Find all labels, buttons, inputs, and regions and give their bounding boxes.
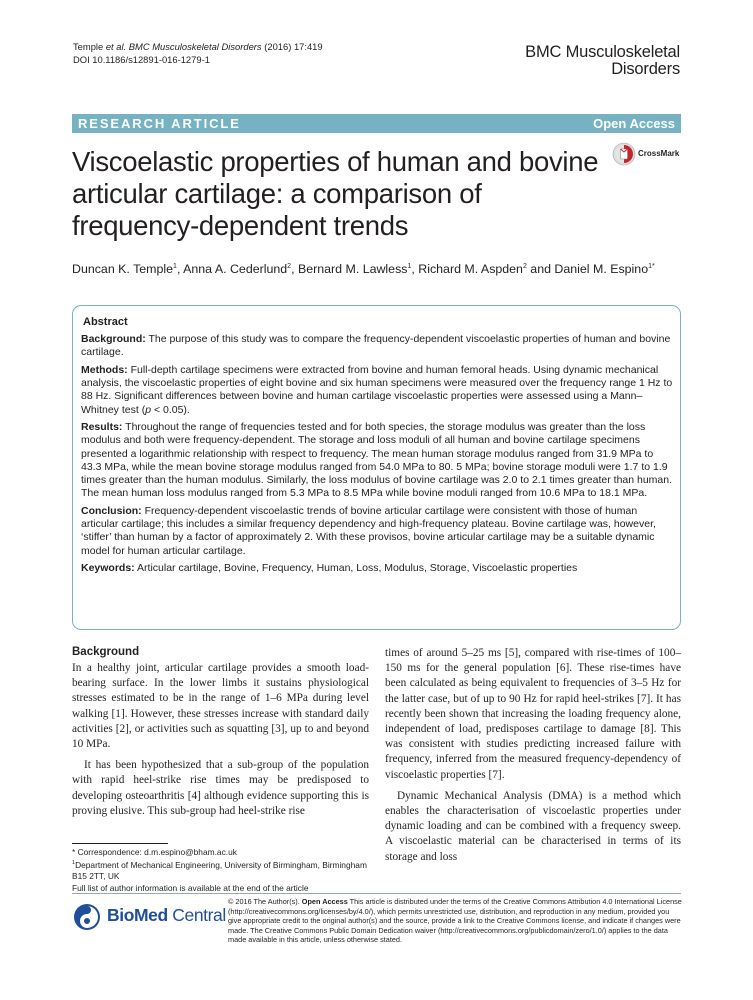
abstract-conclusion: Conclusion: Frequency-dependent viscoelastic trends of bovine articular cartilage were consistent with those of human articular cartilage; this includes a similar frequency dependency and high-frequency plateau. Bovine cartilage was, however, ‘stiffer’ than human by a factor of approximately 2. With these provisos, bovine articular cartilage may be a suitable dynamic model for human articular cartilage. bbox=[81, 504, 656, 557]
author-info-note: Full list of author information is available at the end of the article bbox=[72, 882, 309, 893]
license-text: © 2016 The Author(s). Open Access This article is distributed under the terms of the Creative Commons Attribution 4.0 International License (http://creativecommons.org/licenses/by/4.0/), which permits unrestricted use, distribution, and reproduction in any medium, provided you give appropriate credit to the original author(s) and the source, provide a link to the Creative Commons license, and indicate if changes were made. The Creative Commons Public Domain Dedication waiver (http://creativecommons.org/publicdomain/zero/1.0/) applies to the data made available in this article, unless otherwise stated. bbox=[228, 897, 682, 945]
section-heading: Background bbox=[72, 646, 140, 658]
footnotes bbox=[72, 847, 372, 894]
article-type-label: RESEARCH ARTICLE bbox=[78, 116, 241, 131]
journal-name: BMC Musculoskeletal Disorders bbox=[525, 43, 680, 78]
correspondence: * Correspondence: d.m.espino@bham.ac.uk bbox=[72, 847, 237, 857]
body-paragraph: Dynamic Mechanical Analysis (DMA) is a method which enables the characterisation of viscoelastic properties under dynamic loading and can be combined with a frequency sweep. A viscoelastic material can be characterised in terms of its storage and loss bbox=[385, 789, 681, 863]
crossmark-badge[interactable] bbox=[612, 142, 684, 168]
crossmark-label: CrossMark bbox=[638, 149, 680, 158]
doi: DOI 10.1186/s12891-016-1279-1 bbox=[73, 54, 210, 65]
body-paragraph: In a healthy joint, articular cartilage provides a smooth load-bearing surface. In the lower limbs it sustains physiological stresses estimated to be in the range of 1–6 MPa during level walking [1]. However, these stresses increase with standard daily activities [2], or activities such as squatting [3], up to and beyond 10 MPa. bbox=[72, 662, 369, 751]
abstract-heading: Abstract bbox=[83, 316, 128, 328]
crossmark-icon bbox=[612, 142, 636, 166]
body-column-left bbox=[72, 645, 369, 819]
footnote-divider bbox=[72, 843, 168, 844]
author: Duncan K. Temple bbox=[72, 262, 174, 277]
footer-divider bbox=[72, 893, 681, 894]
abstract-box bbox=[72, 305, 681, 630]
abstract-methods: Methods: Full-depth cartilage specimens were extracted from bovine and human femoral heads. Using dynamic mechanical analysis, the viscoelastic properties of eight bovine and six human specimens were measured over the frequency range 1 Hz to 88 Hz. Significant differences between bovine and human cartilage viscoelastic properties were assessed using a Mann–Whitney test (p < 0.05). bbox=[81, 363, 673, 416]
author: Bernard M. Lawless bbox=[297, 262, 408, 277]
open-access-label: Open Access bbox=[593, 116, 675, 131]
biomed-central-logo: BioMed Central bbox=[107, 905, 226, 925]
author-list: Duncan K. Temple$^1$, Anna A. Cederlund$^2$, Bernard M. Lawless$^1$, Richard M. Aspden$^2$ and Daniel M. Espino$^{1*}$ bbox=[72, 262, 655, 277]
author: Richard M. Aspden bbox=[418, 262, 523, 277]
body-paragraph: times of around 5–25 ms [5], compared with rise-times of 100–150 ms for the general population [6]. These rise-times have been calculated as being equivalent to frequencies of 3–5 Hz for the latter case, but of up to 90 Hz for rapid heel-strikes [7]. It has recently been shown that increasing the loading frequency alone, independent of load, predisposes cartilage to damage [8]. This was consistent with studies predicting increased failure with frequency, inferred from the measured frequency-dependency of viscoelastic properties [7]. bbox=[385, 647, 681, 781]
abstract-body bbox=[81, 333, 675, 580]
abstract-results: Results: Throughout the range of frequencies tested and for both species, the storage modulus was greater than the loss modulus and both were frequency-dependent. The storage and loss moduli of all human and bovine cartilage specimens presented a logarithmic relationship with respect to frequency. The mean human storage modulus ranged from 31.9 MPa to 43.3 MPa, while the mean bovine storage modulus ranged from 54.0 MPa to 80. 5 MPa; bovine storage moduli were 1.7 to 1.9 times greater than the human modulus. Similarly, the loss modulus of bovine cartilage was 2.0 to 2.1 times greater than human. The mean human loss modulus ranged from 5.3 MPa to 8.5 MPa while bovine moduli ranged from 10.6 MPa to 18.1 MPa. bbox=[81, 421, 673, 500]
article-type-banner bbox=[72, 114, 681, 133]
affiliation: $^1$Department of Mechanical Engineering, University of Birmingham, Birmingham B15 2TT, UK bbox=[72, 860, 367, 882]
article-title: Viscoelastic properties of human and bovine articular cartilage: a comparison of frequency-dependent trends bbox=[72, 146, 599, 241]
abstract-keywords: Keywords: Articular cartilage, Bovine, Frequency, Human, Loss, Modulus, Storage, Viscoelastic properties bbox=[81, 562, 578, 575]
author: Anna A. Cederlund bbox=[183, 262, 288, 277]
abstract-background: Background: The purpose of this study was to compare the frequency-dependent viscoelastic properties of human and bovine cartilage. bbox=[81, 333, 671, 359]
author: Daniel M. Espino bbox=[554, 262, 649, 277]
body-column-right bbox=[385, 646, 681, 865]
citation-line: Temple et al. BMC Musculoskeletal Disorders (2016) 17:419 bbox=[73, 41, 323, 52]
body-paragraph: It has been hypothesized that a sub-group of the population with rapid heel-strike rise times may be predisposed to developing osteoarthritis [4] although evidence supporting this is proving elusive. This sub-group had heel-strike rise bbox=[72, 759, 369, 817]
citation-header bbox=[73, 40, 323, 66]
